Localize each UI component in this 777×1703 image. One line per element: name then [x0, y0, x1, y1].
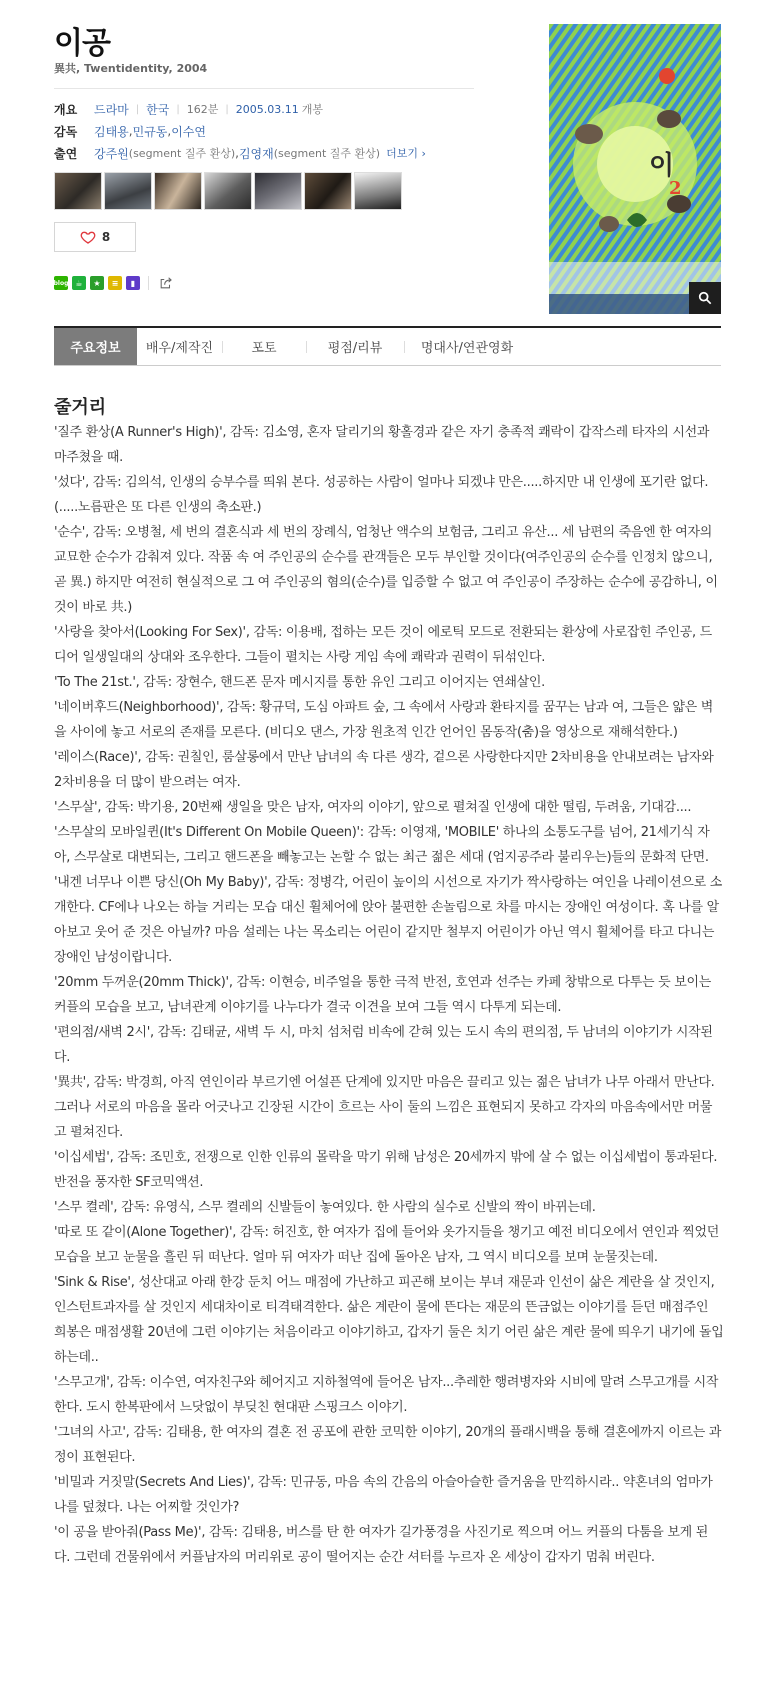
- more-cast-link[interactable]: 더보기 ›: [386, 147, 426, 160]
- runtime: 162분: [186, 103, 219, 116]
- synopsis-paragraph: '이 공을 받아줘(Pass Me)', 감독: 김태용, 버스를 탄 한 여자가 길가풍경을 사진기로 찍으며 어느 커플의 다툼을 보게 된다. 그런데 건물위에서 커플남자의 머리위로 공이 떨어지는 순간 셔터를 누르자 온 세상이 갑자기 멈춰 버린다.: [54, 1525, 709, 1565]
- bookmark-star-icon[interactable]: ★: [90, 276, 104, 290]
- movie-subtitle: 異共, Twentidentity, 2004: [54, 62, 208, 75]
- synopsis-title: 줄거리: [54, 397, 107, 418]
- share-bar: [54, 276, 173, 290]
- like-button[interactable]: [54, 222, 136, 252]
- page-title: 이공: [54, 26, 110, 61]
- chevron-right-icon: ›: [421, 147, 426, 160]
- still-cut-list: [54, 172, 402, 210]
- heart-icon: [80, 229, 96, 245]
- synopsis-paragraph: '스무살', 감독: 박기용, 20번째 생일을 맞은 남자, 여자의 이야기, 앞으로 펼쳐질 인생에 대한 떨림, 두려움, 기대감....: [54, 800, 692, 815]
- release-date-link[interactable]: 2005.03.11: [235, 102, 299, 116]
- overview-label: 개요: [54, 102, 78, 117]
- overview-row: [54, 98, 484, 120]
- tab-quotes-related[interactable]: 명대사/연관영화: [404, 328, 530, 365]
- synopsis-paragraph: '편의점/새벽 2시', 감독: 김태균, 새벽 두 시, 마치 섬처럼 비속에 갇혀 있는 도시 속의 편의점, 두 남녀의 이야기가 시작된다.: [54, 1025, 713, 1065]
- cast-link[interactable]: 강주원: [94, 146, 129, 161]
- still-cut-thumbnail[interactable]: [204, 172, 252, 210]
- synopsis-paragraph: '따로 또 같이(Alone Together)', 감독: 허진호, 한 여자가 집에 들어와 옷가지들을 챙기고 예전 비디오에서 연인과 찍었던 모습을 보고 눈물을 흘린 뒤 떠난다. 얼마 뒤 여자가 떠난 집에 돌아온 남자, 그 역시 비디오를 보며 눈물짓는데.: [54, 1225, 720, 1265]
- cast-role: (segment 질주 환상): [128, 147, 236, 160]
- divider: |: [225, 103, 229, 115]
- divider: [148, 276, 149, 290]
- genre-link[interactable]: 드라마: [94, 102, 129, 117]
- synopsis-paragraph: 'Sink & Rise', 성산대교 아래 한강 둔치 어느 매점에 가난하고 피곤해 보이는 부녀 재문과 인선이 삶은 계란을 살 것인지, 인스턴트과자를 살 것인지 세대차이로 티격태격한다. 삶은 계란이 물에 뜬다는 재문의 뜬금없는 이야기를 듣던 매점주인 희봉은 매점생활 20년에 그런 이야기는 처음이라고 이야기하고, 갑자기 둘은 치기 어린 삶은 계란 물에 띄우기 내기에 돌입하는데..: [54, 1275, 724, 1365]
- band-share-icon[interactable]: ▮: [126, 276, 140, 290]
- cafe-share-icon[interactable]: ☕: [72, 276, 86, 290]
- blog-share-icon[interactable]: blog: [54, 276, 68, 290]
- synopsis-paragraph: '異共', 감독: 박경희, 아직 연인이라 부르기엔 어설픈 단계에 있지만 마음은 끌리고 있는 젊은 남녀가 나무 아래서 만난다. 그러나 서로의 마음을 몰라 어긋나고 긴장된 시간이 흐르는 사이 둘의 느낌은 표현되지 못하고 각자의 마음속에서만 머물고 펼쳐진다.: [54, 1075, 715, 1140]
- synopsis-paragraph: '스무살의 모바일퀸(It's Different On Mobile Queen)': 감독: 이영재, 'MOBILE' 하나의 소통도구를 넘어, 21세기식 자아, 스무살로 대변되는, 그리고 핸드폰을 빼놓고는 논할 수 없는 최근 젊은 세대 (엄지공주라 불리우는)들의 문화적 단면.: [54, 825, 710, 865]
- synopsis-paragraph: 'To The 21st.', 감독: 장현수, 핸드폰 문자 메시지를 통한 유인 그리고 이어지는 연쇄살인.: [54, 675, 546, 690]
- director-row: 감독 김태용 , 민규동 , 이수연: [54, 124, 206, 139]
- tab-main-info[interactable]: 주요정보: [54, 328, 137, 365]
- synopsis-paragraph: '그녀의 사고', 감독: 김태용, 한 여자의 결혼 전 공포에 관한 코믹한 이야기, 20개의 플래시백을 통해 결혼에까지 이르는 과정이 표현된다.: [54, 1425, 722, 1465]
- synopsis-paragraph: '사랑을 찾아서(Looking For Sex)', 감독: 이용배, 접하는 모든 것이 에로틱 모드로 전환되는 환상에 사로잡힌 주인공, 드디어 일생일대의 상대와 조우한다. 그들이 펼치는 사랑 게임 속에 쾌락과 권력이 뒤섞인다.: [54, 625, 712, 665]
- divider: |: [135, 103, 140, 115]
- synopsis-paragraph: '이십세법', 감독: 조민호, 전쟁으로 인한 인류의 몰락을 막기 위해 남성은 20세까지 밖에 살 수 없는 이십세법이 통과된다. 반전을 풍자한 SF코믹액션.: [54, 1150, 718, 1190]
- release-suffix: 개봉: [301, 103, 323, 116]
- still-cut-thumbnail[interactable]: [254, 172, 302, 210]
- tab-photo[interactable]: 포토: [222, 328, 306, 365]
- poster-zoom-button[interactable]: [689, 282, 721, 314]
- synopsis-paragraph: '스무고개', 감독: 이수연, 여자친구와 헤어지고 지하철역에 들어온 남자...추레한 행려병자와 시비에 말려 스무고개를 시작한다. 도시 한복판에서 느닷없이 부딪친 현대판 스핑크스 이야기.: [54, 1375, 719, 1415]
- director-link[interactable]: 이수연: [171, 124, 206, 139]
- still-cut-thumbnail[interactable]: [354, 172, 402, 210]
- cast-label: 출연: [54, 146, 78, 161]
- synopsis-paragraph: '레이스(Race)', 감독: 권칠인, 룸살롱에서 만난 남녀의 속 다른 생각, 겉으론 사랑한다지만 2차비용을 안내보려는 남자와 2차비용을 더 많이 받으려는 여자.: [54, 750, 714, 790]
- movie-info: [54, 98, 484, 164]
- synopsis-paragraph: '비밀과 거짓말(Secrets And Lies)', 감독: 민규동, 마음 속의 간음의 아슬아슬한 즐거움을 만끽하시라.. 약혼녀의 엄마가 나를 덮쳤다. 나는 어찌할 것인가?: [54, 1475, 713, 1515]
- director-label: 감독: [54, 124, 78, 139]
- cast-link[interactable]: 김영재: [238, 146, 274, 161]
- divider: |: [176, 103, 180, 115]
- synopsis-paragraph: '20mm 두꺼운(20mm Thick)', 감독: 이현승, 비주얼을 통한 극적 반전, 호연과 선주는 카페 창밖으로 다투는 듯 보이는 커플의 모습을 보고, 남녀관계 이야기를 나누다가 결국 이견을 보여 그들 역시 다투게 되는데.: [54, 975, 712, 1015]
- divider: [54, 88, 474, 89]
- synopsis-paragraph: '질주 환상(A Runner's High)', 감독: 김소영, 혼자 달리기의 황홀경과 같은 자기 충족적 쾌락이 갑작스레 타자의 시선과 마주쳤을 때.: [54, 425, 710, 465]
- movie-poster[interactable]: [549, 24, 721, 314]
- synopsis-paragraph: '내겐 너무나 이쁜 당신(Oh My Baby)', 감독: 정병각, 어린이 높이의 시선으로 자기가 짝사랑하는 여인을 나레이션으로 소개한다. CF에나 나오는 하늘 거리는 모습 대신 휠체어에 앉아 불편한 손놀림으로 차를 마시는 장애인 여성이다. 혹 나를 알아보고 웃어 준 것은 아닐까? 마음 설레는 나는 목소리는 어린이 같지만 철부지 어린이가 아닌 역시 휠체어를 타고 다니는 장애인 남성이랍니다.: [54, 875, 722, 965]
- tab-rating-review[interactable]: 평점/리뷰: [306, 328, 404, 365]
- share-export-icon[interactable]: [159, 276, 173, 290]
- country-link[interactable]: 한국: [146, 102, 170, 117]
- poster-image: [549, 24, 721, 314]
- svg-text:2: 2: [669, 178, 682, 199]
- director-link[interactable]: 김태용: [94, 124, 129, 139]
- cast-row: 출연 강주원 (segment 질주 환상) , 김영재 (segment 질주 환상) 더보기 ›: [54, 146, 426, 161]
- like-count: 8: [101, 230, 111, 244]
- memo-share-icon[interactable]: ≡: [108, 276, 122, 290]
- synopsis-body: [54, 420, 724, 1570]
- tab-bar: [54, 326, 721, 366]
- synopsis-paragraph: '네이버후드(Neighborhood)', 감독: 황규덕, 도심 아파트 숲, 그 속에서 사랑과 환타지를 꿈꾸는 남과 여, 그들은 얇은 벽을 사이에 놓고 서로의 존재를 모른다. (비디오 댄스, 가장 원초적 인간 언어인 몸동작(춤)을 영상으로 재해석한다.): [54, 700, 713, 740]
- cast-role: (segment 질주 환상): [273, 147, 381, 160]
- synopsis-paragraph: '섰다', 감독: 김의석, 인생의 승부수를 띄워 본다. 성공하는 사람이 얼마나 되겠냐 만은.....하지만 내 인생에 포기란 없다. (.....노름판은 또 다른 인생의 축소판.): [54, 475, 709, 515]
- synopsis-paragraph: '순수', 감독: 오병철, 세 번의 결혼식과 세 번의 장례식, 엄청난 액수의 보험금, 그리고 유산... 세 남편의 죽음엔 한 여자의 교묘한 순수가 감춰져 있다. 작품 속 여 주인공의 순수를 관객들은 모두 부인할 것이다(여주인공의 순수를 인정치 않으니, 곧 異.) 하지만 여전히 현실적으로 그 여 주인공의 혐의(순수)를 입증할 수 없고 여 주인공이 주장하는 순수에 공감하니, 이것이 바로 共.): [54, 525, 718, 615]
- still-cut-thumbnail[interactable]: [54, 172, 102, 210]
- synopsis-paragraph: '스무 켤레', 감독: 유영식, 스무 켤레의 신발들이 놓여있다. 한 사람의 실수로 신발의 짝이 바뀌는데.: [54, 1200, 596, 1215]
- magnifier-icon: [698, 291, 712, 305]
- tab-cast-crew[interactable]: 배우/제작진: [145, 341, 214, 356]
- still-cut-thumbnail[interactable]: [104, 172, 152, 210]
- still-cut-thumbnail[interactable]: [304, 172, 352, 210]
- svg-text:이: 이: [649, 151, 675, 181]
- director-link[interactable]: 민규동: [132, 124, 168, 139]
- still-cut-thumbnail[interactable]: [154, 172, 202, 210]
